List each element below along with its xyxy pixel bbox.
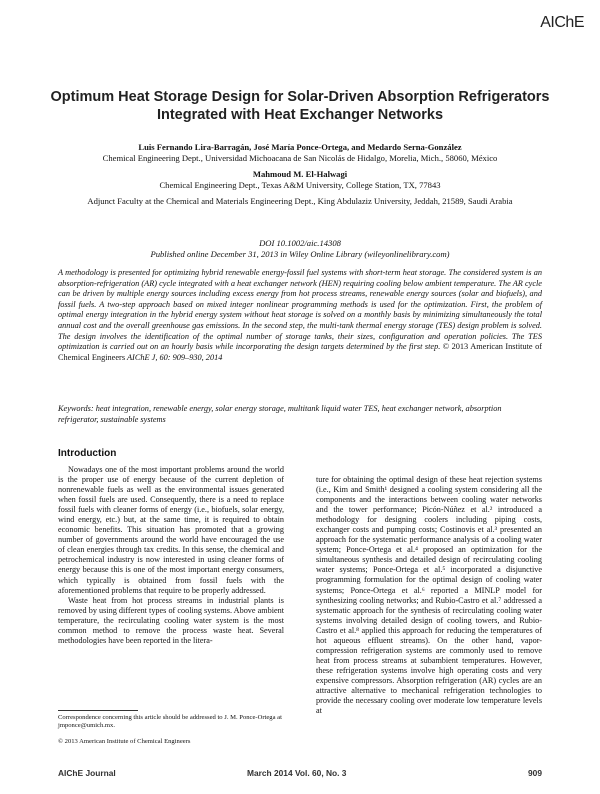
affiliation-2: Chemical Engineering Dept., Texas A&M University, College Station, TX, 77843 bbox=[159, 180, 441, 190]
affiliation-1: Chemical Engineering Dept., Universidad Michoacana de San Nicolás de Hidalgo, Morelia, Mich., 58060, México bbox=[102, 153, 498, 163]
doi: DOI 10.1002/aic.14308 bbox=[259, 238, 341, 248]
authors-line-1: Luis Fernando Lira-Barragán, José María Ponce-Ortega, and Medardo Serna-González bbox=[138, 142, 462, 152]
article-title: Optimum Heat Storage Design for Solar-Driven Absorption Refrigerators Integrated with Heat Exchanger Networks bbox=[50, 89, 550, 123]
col1-paragraph-2: Waste heat from hot process streams in industrial plants is removed by using different types of cooling systems. Above ambient temperature, the recirculating cooling water system is the most common method to remove the process waste heat. Several methodologies have been reported in the litera- bbox=[58, 595, 284, 645]
column-2 bbox=[316, 475, 542, 716]
col2-paragraph: ture for obtaining the optimal design of these heat rejection systems (i.e., Kim and Smith¹ designed a cooling system considering all the components and the interactions between cooling water networks and the tower performance; Picón-Núñez et al.² introduced a methodology for designing coolers including piping costs, exchanger costs and pumping costs; Costinovis et al.³ presented an approach for the systematic performance analysis of a cooling water system; Ponce-Ortega et al.⁴ proposed an optimization for the simultaneous synthesis and detailed design of recirculating cooling water systems; Ponce-Ortega et al.⁵ incorporated a disjunctive programming formulation for the optimal design of cooling water systems; Ponce-Ortega et al.⁶ reported a MINLP model for synthesizing cooling networks; and Rubio-Castro et al.⁷ addressed a systematic approach for the synthesis of recirculating cooling water systems involving detailed design of cooling towers, and Rubio-Castro et al.⁸ applied this approach for reducing the temperatures of hot aqueous effluent streams). On the other hand, vapor-compression refrigeration systems are commonly used to remove heat from process streams at subambient temperatures. However, these refrigeration systems involve high operating costs and very expensive compressors. Absorption refrigeration (AR) cycles are an attractive alternative to mechanical refrigeration technologies to provide the necessary cooling over moderate low temperature levels at bbox=[316, 475, 542, 716]
author-block bbox=[40, 142, 560, 212]
footer-issue: March 2014 Vol. 60, No. 3 bbox=[247, 768, 347, 778]
col1-paragraph-1: Nowadays one of the most important problems around the world is the proper use of energy because of the current depletion of nonrenewable fuels as well as the environmental issues generated when fossil fuels are used. Consequently, there is a need to replace fossil fuels with cleaner forms of energy (i.e., biofuels, solar energy, wind energy, etc.) but, at the same time, it is required to obtain economic benefits. This situation has promoted that a growing number of governments around the world have encouraged the use of clean energies through tax credits. In this sense, the chemical and petrochemical industry is now interested in using cleaner forms of energy because this is one of the most important energy consumers, which typically is obtained from fossil fuels with the aforementioned problems that require to be properly addressed. bbox=[58, 465, 284, 595]
keywords: Keywords: heat integration, renewable energy, solar energy storage, multitank liquid water TES, heat exchanger network, absorption refrigerator, sustainable systems bbox=[58, 404, 502, 424]
citation: AIChE J, 60: 909–930, 2014 bbox=[126, 352, 223, 362]
section-heading-introduction: Introduction bbox=[58, 448, 117, 459]
footer-page-number: 909 bbox=[528, 768, 542, 778]
published-line: Published online December 31, 2013 in Wiley Online Library (wileyonlinelibrary.com) bbox=[150, 249, 450, 259]
footer-journal: AIChE Journal bbox=[58, 768, 116, 778]
copyright-inline: © 2013 American Institute of Chemical Engineers bbox=[58, 342, 542, 362]
footnote-rule bbox=[58, 710, 138, 711]
column-1 bbox=[58, 465, 284, 646]
affiliation-3: Adjunct Faculty at the Chemical and Materials Engineering Dept., King Abdulaziz University, Jeddah, 21589, Saudi Arabia bbox=[87, 196, 513, 206]
journal-logo: AIChE bbox=[540, 14, 584, 31]
doi-block bbox=[40, 238, 560, 260]
abstract bbox=[58, 268, 542, 363]
footnote-copyright: © 2013 American Institute of Chemical Engineers bbox=[58, 738, 191, 745]
footnote-correspondence: Correspondence concerning this article should be addressed to J. M. Ponce-Ortega at jmponce@umich.mx. bbox=[58, 714, 282, 730]
abstract-text: A methodology is presented for optimizing hybrid renewable energy-fossil fuel systems with short-term heat storage. The considered system is an absorption-refrigeration (AR) cycle integrated with a heat exchanger network (HEN) requiring cooling below ambient temperature. The AR cycle can be driven by multiple energy sources including excess energy from hot process streams, renewable energy sources (solar and biofuels), and fossil fuels. A two-step approach based on mixed integer nonlinear programming methods is used for the optimization. First, the problem of optimal energy integration in the hybrid energy system without heat storage is solved on a monthly basis by minimizing simultaneously the total annual cost and the overall greenhouse gas emissions. In the second step, the multi-tank thermal energy storage (TES) design problem is solved. The design involves the identification of the optimal number of storage tanks, their sizes, configuration and operation policies. The TES optimization is carried out on an hourly basis while incorporating the design targets determined by the first step. bbox=[58, 268, 542, 352]
authors-line-2: Mahmoud M. El-Halwagi bbox=[252, 169, 348, 179]
